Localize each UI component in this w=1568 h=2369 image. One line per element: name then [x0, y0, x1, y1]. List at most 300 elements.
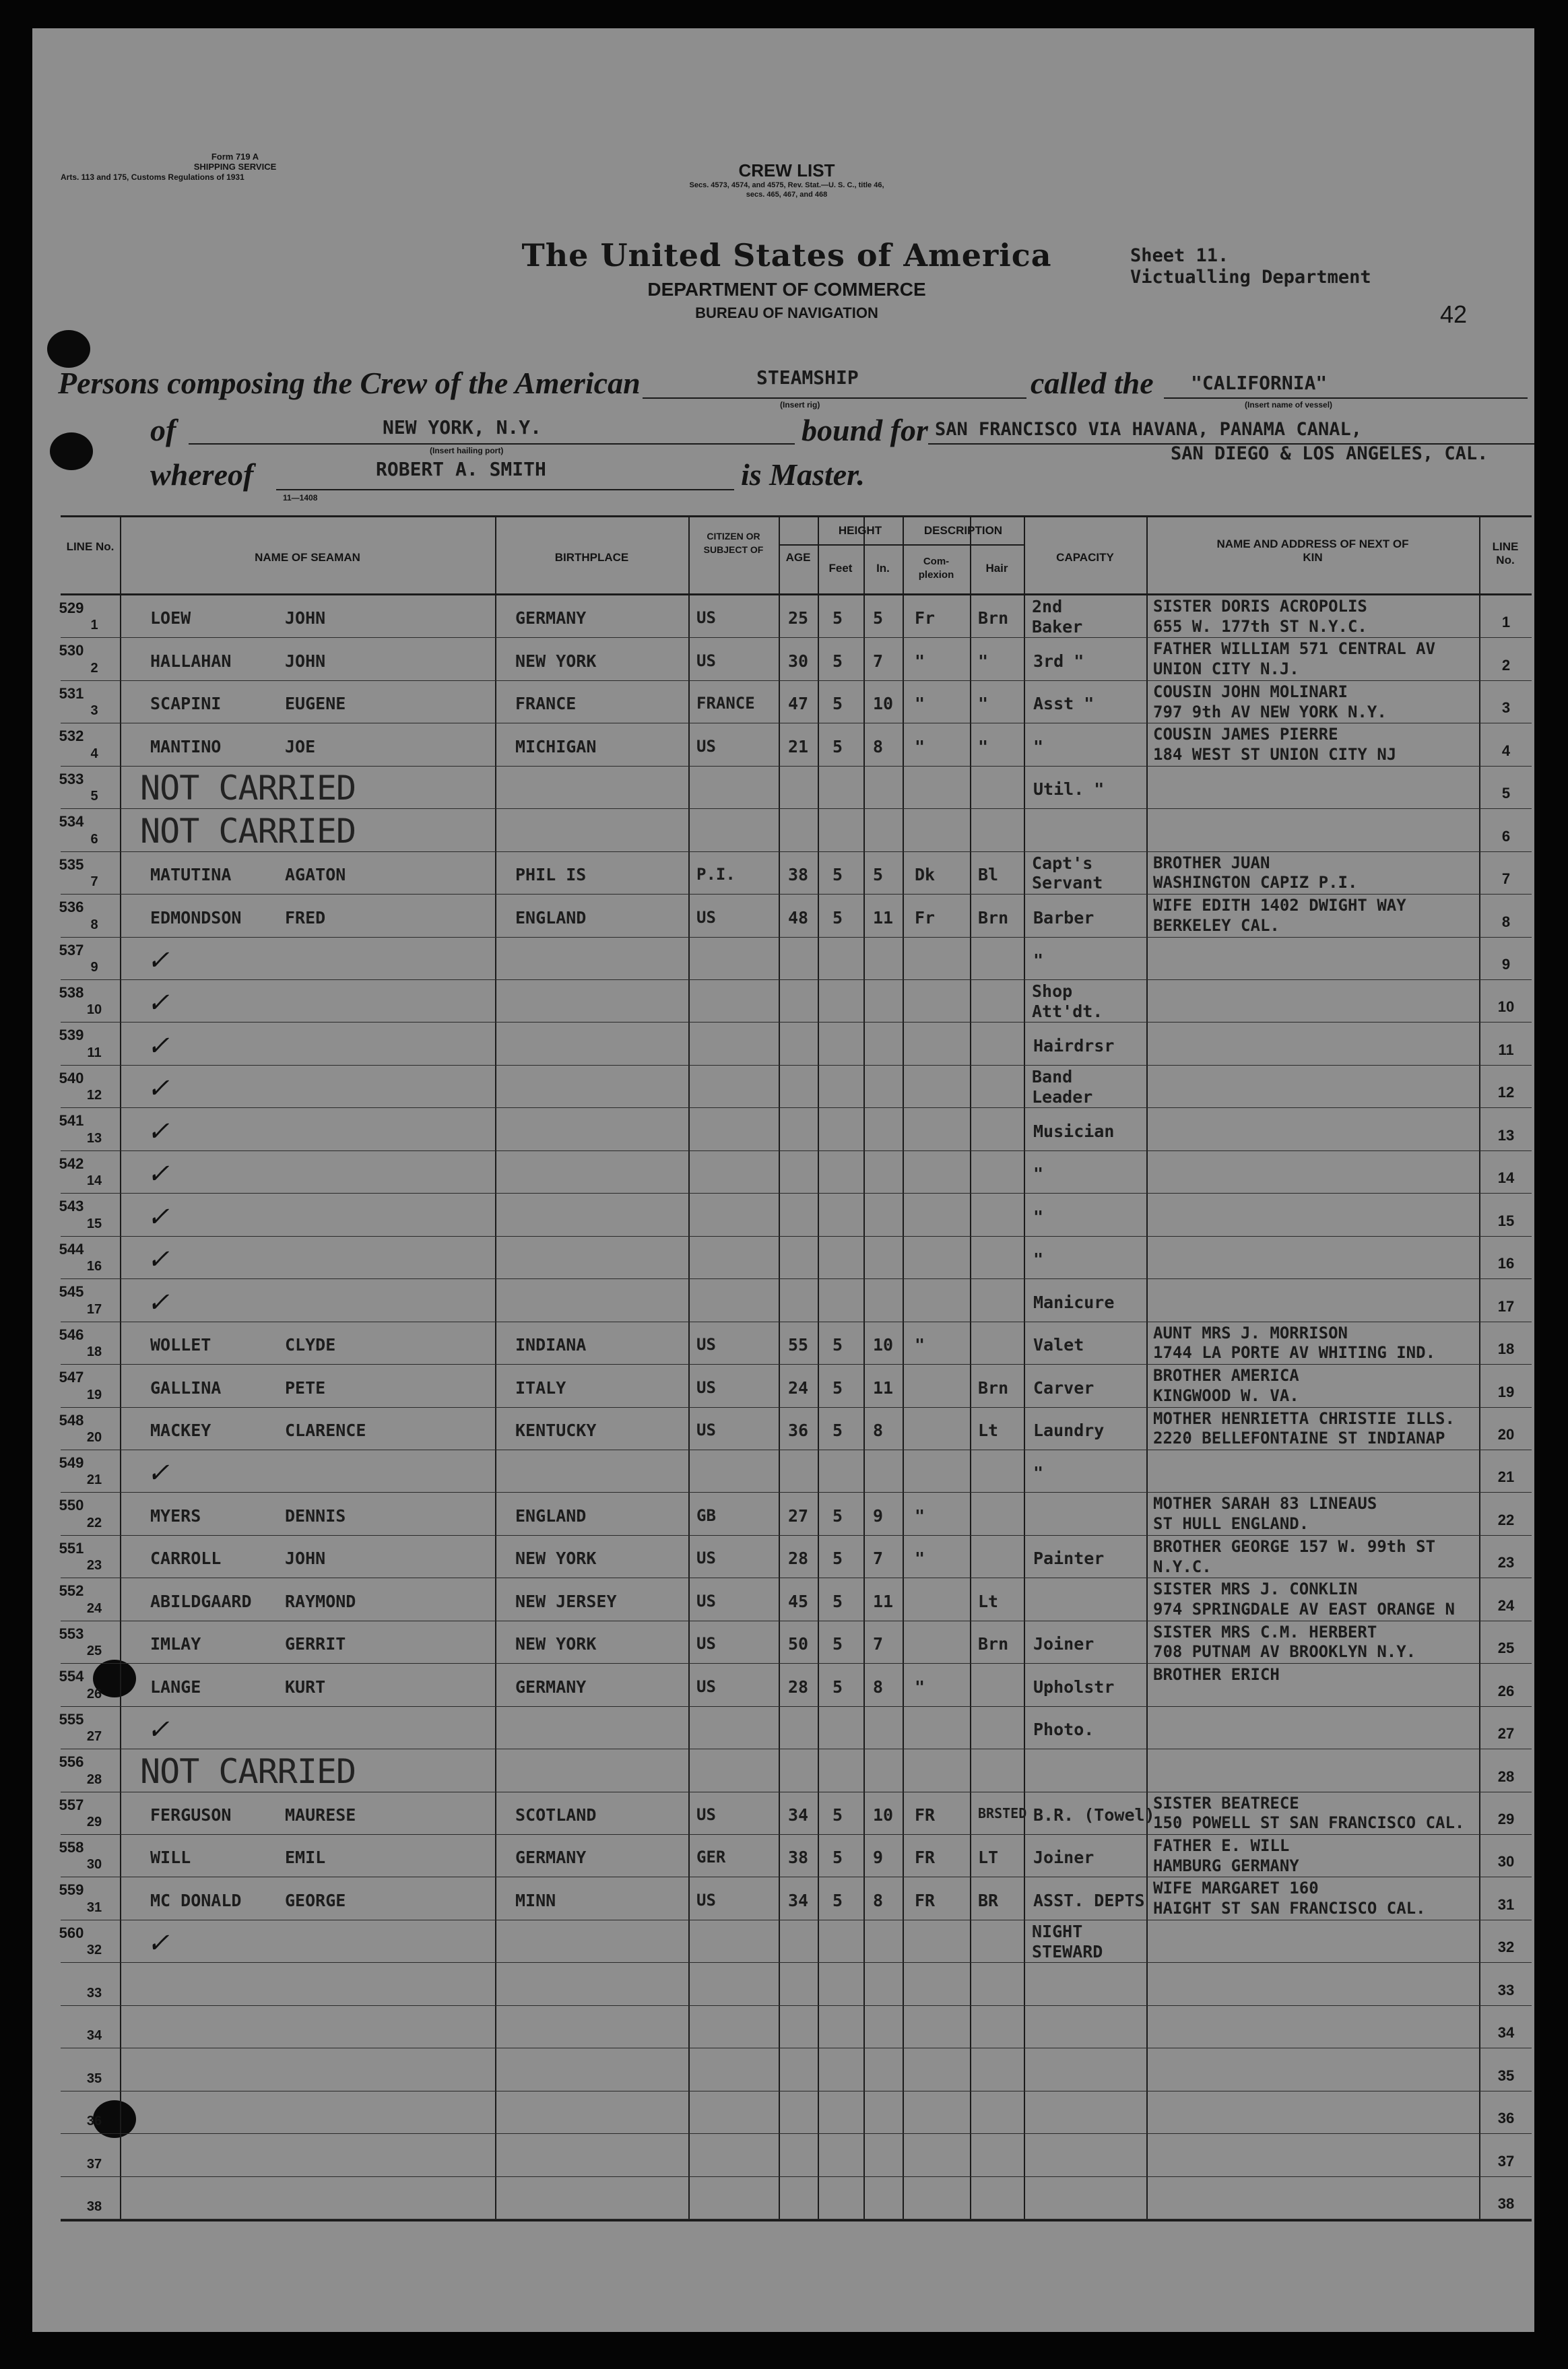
vessel-rig: STEAMSHIP [756, 366, 859, 389]
next-of-kin-address: HAIGHT ST SAN FRANCISCO CAL. [1153, 1899, 1426, 1918]
seaman-last-name: LOEW [150, 608, 191, 628]
port-caption: (Insert hailing port) [430, 446, 504, 455]
row-rule [61, 1492, 1532, 1493]
seaman-first-name: CLARENCE [285, 1420, 366, 1440]
birthplace: GERMANY [515, 1848, 587, 1868]
line-number-right: 16 [1497, 1255, 1515, 1272]
line-number: 8 [90, 917, 98, 932]
serial-number: 538 [59, 984, 84, 1002]
serial-number: 554 [59, 1668, 84, 1685]
column-divider [903, 517, 904, 2219]
citizenship: US [696, 1890, 716, 1910]
capacity: Photo. [1033, 1720, 1095, 1740]
line-number: 5 [90, 789, 98, 804]
line-number-right: 20 [1497, 1425, 1515, 1443]
height-inches: 7 [873, 1549, 884, 1569]
next-of-kin-address: WASHINGTON CAPIZ P.I. [1153, 873, 1358, 893]
header-feet: Feet [828, 562, 853, 575]
seaman-first-name: GERRIT [285, 1634, 346, 1654]
next-of-kin-address: 708 PUTNAM AV BROOKLYN N.Y. [1153, 1642, 1416, 1662]
line-number-right: 8 [1501, 913, 1511, 930]
check-mark: ✓ [147, 1030, 170, 1062]
complexion: " [915, 694, 925, 714]
line-number: 27 [86, 1729, 102, 1745]
line-number-right: 3 [1501, 699, 1511, 717]
capacity: " [1033, 1206, 1044, 1227]
height-inches: 11 [873, 907, 894, 928]
row-rule [61, 1962, 1532, 1963]
next-of-kin-name: COUSIN JOHN MOLINARI [1153, 682, 1348, 701]
line-number: 36 [86, 2114, 102, 2129]
height-feet: 5 [832, 694, 843, 714]
citizenship: US [696, 1591, 716, 1611]
line-number-right: 31 [1497, 1895, 1515, 1913]
birthplace: MINN [515, 1890, 556, 1910]
line-number-right: 14 [1497, 1169, 1515, 1187]
line-number-right: 22 [1497, 1511, 1515, 1528]
capacity: Joiner [1033, 1848, 1095, 1868]
row-rule [61, 808, 1532, 809]
age: 28 [788, 1677, 809, 1697]
capacity: Painter [1033, 1549, 1105, 1569]
serial-number: 545 [59, 1283, 84, 1301]
line-number: 9 [90, 960, 98, 975]
capacity-line-1: NIGHT [1032, 1921, 1083, 1941]
seaman-last-name: MATUTINA [150, 865, 232, 885]
age: 24 [788, 1377, 809, 1398]
next-of-kin-address: 150 POWELL ST SAN FRANCISCO CAL. [1153, 1813, 1465, 1833]
next-of-kin-name: FATHER WILLIAM 571 CENTRAL AV [1153, 639, 1436, 659]
seaman-first-name: JOE [285, 736, 316, 756]
capacity-line-2: Att'dt. [1032, 1001, 1103, 1021]
form-number: Form 719 A SHIPPING SERVICE [193, 152, 277, 172]
birthplace: NEW JERSEY [515, 1591, 617, 1611]
capacity-line-2: Leader [1032, 1086, 1093, 1107]
seaman-last-name: GALLINA [150, 1377, 222, 1398]
height-inches: 9 [873, 1848, 884, 1868]
line-number: 23 [86, 1558, 102, 1573]
height-inches: 8 [873, 1420, 884, 1440]
height-feet: 5 [832, 1848, 843, 1868]
citizenship: US [696, 608, 716, 628]
line-number: 22 [86, 1515, 102, 1530]
serial-number: 540 [59, 1069, 84, 1086]
line-number-right: 38 [1497, 2195, 1515, 2212]
next-of-kin-name: WIFE MARGARET 160 [1153, 1879, 1319, 1898]
line-number-right: 13 [1497, 1126, 1515, 1144]
complexion: " [915, 1505, 925, 1526]
line-number-right: 28 [1497, 1767, 1515, 1785]
line-number-right: 15 [1497, 1212, 1515, 1229]
header-description: DESCRIPTION [923, 524, 1003, 537]
line-number-right: 21 [1497, 1468, 1515, 1486]
header-line_no: LINE No. [66, 540, 115, 553]
seaman-first-name: KURT [285, 1677, 326, 1697]
next-of-kin-name: BROTHER GEORGE 157 W. 99th ST [1153, 1536, 1436, 1556]
age: 21 [788, 736, 809, 756]
serial-number: 534 [59, 813, 84, 831]
height-inches: 10 [873, 694, 894, 714]
row-rule [61, 1150, 1532, 1151]
capacity: " [1033, 950, 1044, 971]
capacity: B.R. (Towel) [1033, 1805, 1155, 1825]
capacity: Util. " [1033, 779, 1105, 800]
seaman-last-name: MYERS [150, 1505, 201, 1526]
complexion: Dk [915, 865, 936, 885]
serial-number: 547 [59, 1369, 84, 1386]
height-inches: 7 [873, 651, 884, 671]
row-rule [61, 937, 1532, 938]
statute-line-1: Secs. 4573, 4574, and 4575, Rev. Stat.—U. S. C., title 46, [689, 181, 884, 189]
check-mark: ✓ [147, 1714, 170, 1746]
line-number: 30 [86, 1857, 102, 1873]
line-number: 33 [86, 1985, 102, 2001]
age: 48 [788, 907, 809, 928]
citizenship: P.I. [696, 865, 736, 884]
capacity: Laundry [1033, 1420, 1105, 1440]
line-number: 7 [90, 874, 98, 890]
column-divider [1146, 517, 1148, 2219]
capacity-line-1: Capt's [1032, 853, 1093, 873]
serial-number: 557 [59, 1796, 84, 1813]
row-rule [61, 1193, 1532, 1194]
height-inches: 8 [873, 1890, 884, 1910]
line-number: 28 [86, 1772, 102, 1787]
capacity: Joiner [1033, 1634, 1095, 1654]
line-number-right: 33 [1497, 1981, 1515, 1999]
capacity: " [1033, 1463, 1044, 1483]
height-inches: 8 [873, 1677, 884, 1697]
seaman-last-name: CARROLL [150, 1549, 222, 1569]
line-number-right: 2 [1501, 656, 1511, 674]
seaman-last-name: IMLAY [150, 1634, 201, 1654]
hair: Lt [978, 1591, 999, 1611]
height-feet: 5 [832, 1549, 843, 1569]
age: 28 [788, 1549, 809, 1569]
line-number: 26 [86, 1686, 102, 1701]
bureau-name: BUREAU OF NAVIGATION [695, 304, 878, 321]
capacity-line-2: STEWARD [1032, 1941, 1103, 1961]
serial-number: 530 [59, 642, 84, 659]
row-rule [61, 2176, 1532, 2177]
serial-number: 551 [59, 1539, 84, 1557]
serial-number: 556 [59, 1753, 84, 1771]
header-rule [61, 593, 1532, 595]
citizenship: US [696, 1335, 716, 1355]
row-rule [61, 979, 1532, 980]
vessel-caption: (Insert name of vessel) [1245, 400, 1333, 410]
serial-number: 541 [59, 1112, 84, 1130]
row-rule [61, 1022, 1532, 1023]
height-feet: 5 [832, 907, 843, 928]
seaman-first-name: CLYDE [285, 1335, 336, 1355]
capacity-line-1: 2nd [1032, 597, 1063, 616]
column-divider [495, 517, 496, 2219]
check-mark: ✓ [147, 1287, 170, 1318]
next-of-kin-name: FATHER E. WILL [1153, 1836, 1290, 1855]
serial-number: 559 [59, 1881, 84, 1899]
age: 36 [788, 1420, 809, 1440]
line-number: 29 [86, 1814, 102, 1829]
header-complexion: Com-plexion [918, 556, 954, 581]
next-of-kin-address: UNION CITY N.J. [1153, 659, 1299, 679]
birthplace: ENGLAND [515, 1505, 587, 1526]
serial-number: 537 [59, 941, 84, 959]
age: 34 [788, 1805, 809, 1825]
row-rule [61, 2005, 1532, 2006]
line-number: 17 [86, 1301, 102, 1317]
line-number: 35 [86, 2071, 102, 2086]
line-number: 11 [87, 1045, 102, 1060]
serial-number: 558 [59, 1838, 84, 1856]
line-number: 21 [86, 1472, 102, 1488]
line-number-right: 27 [1497, 1725, 1515, 1743]
citizenship: FRANCE [696, 694, 755, 713]
line-number: 6 [90, 831, 98, 847]
citizenship: US [696, 736, 716, 756]
complexion: FR [915, 1805, 936, 1825]
serial-number: 555 [59, 1710, 84, 1728]
line-number: 32 [86, 1943, 102, 1958]
line-number-right: 34 [1497, 2024, 1515, 2042]
check-mark: ✓ [147, 1073, 170, 1105]
height-feet: 5 [832, 1505, 843, 1526]
destination-line-1: SAN FRANCISCO VIA HAVANA, PANAMA CANAL, [935, 419, 1362, 440]
line-number: 12 [86, 1088, 102, 1103]
next-of-kin-address: BERKELEY CAL. [1153, 915, 1280, 935]
serial-number: 544 [59, 1240, 84, 1258]
height-feet: 5 [832, 1591, 843, 1611]
row-rule [61, 1663, 1532, 1664]
serial-number: 535 [59, 855, 84, 873]
capacity: " [1033, 736, 1044, 756]
column-divider [1024, 517, 1025, 2219]
complexion: Fr [915, 907, 936, 928]
serial-number: 531 [59, 684, 84, 702]
seaman-first-name: RAYMOND [285, 1591, 356, 1611]
header-hair: Hair [985, 562, 1008, 575]
serial-number: 532 [59, 727, 84, 745]
capacity: " [1033, 1250, 1044, 1270]
master-label: is Master. [741, 457, 865, 492]
age: 55 [788, 1335, 809, 1355]
seaman-last-name: WILL [150, 1848, 191, 1868]
seaman-first-name: EUGENE [285, 694, 346, 714]
serial-number: 543 [59, 1198, 84, 1215]
destination-line-2: SAN DIEGO & LOS ANGELES, CAL. [1171, 443, 1489, 464]
birthplace: MICHIGAN [515, 736, 597, 756]
capacity: Hairdrsr [1033, 1035, 1115, 1056]
serial-number: 549 [59, 1454, 84, 1471]
line-number-right: 10 [1497, 998, 1515, 1016]
next-of-kin-address: ST HULL ENGLAND. [1153, 1514, 1309, 1534]
next-of-kin-name: SISTER MRS C.M. HERBERT [1153, 1622, 1377, 1642]
citizenship: US [696, 1805, 716, 1824]
height-feet: 5 [832, 608, 843, 628]
hair: BRSTED [978, 1805, 1027, 1821]
line-number-right: 24 [1497, 1596, 1515, 1614]
called-label: called the [1031, 366, 1154, 400]
check-mark: ✓ [147, 945, 170, 977]
persons-label: Persons composing the Crew of the American [58, 366, 641, 400]
birthplace: NEW YORK [515, 1634, 597, 1654]
line-number-right: 17 [1497, 1297, 1515, 1315]
seaman-last-name: FERGUSON [150, 1805, 232, 1825]
row-rule [61, 1236, 1532, 1237]
next-of-kin-address: 655 W. 177th ST N.Y.C. [1153, 616, 1367, 636]
citizenship: US [696, 907, 716, 927]
serial-number: 550 [59, 1497, 84, 1514]
line-number-right: 18 [1497, 1340, 1515, 1358]
document-title: The United States of America [521, 237, 1052, 273]
whereof-label: whereof [150, 457, 254, 492]
check-mark: ✓ [147, 1928, 170, 1959]
seaman-last-name: MANTINO [150, 736, 222, 756]
line-number-right: 11 [1498, 1041, 1514, 1058]
birthplace: PHIL IS [515, 865, 587, 885]
serial-number: 539 [59, 1027, 84, 1044]
birthplace: ITALY [515, 1377, 566, 1398]
line-number-right: 35 [1497, 2067, 1515, 2084]
line-number-right: 12 [1497, 1084, 1515, 1101]
capacity: Carver [1033, 1377, 1095, 1398]
check-mark: ✓ [147, 1458, 170, 1489]
page-number: 42 [1440, 300, 1468, 328]
next-of-kin-name: SISTER DORIS ACROPOLIS [1153, 597, 1367, 616]
master-name: ROBERT A. SMITH [376, 458, 546, 480]
height-feet: 5 [832, 1890, 843, 1910]
line-number: 24 [86, 1600, 102, 1616]
seaman-last-name: SCAPINI [150, 694, 222, 714]
not-carried-stamp: NOT CARRIED [140, 811, 356, 851]
line-number: 2 [90, 660, 98, 676]
age: 38 [788, 865, 809, 885]
next-of-kin-address: N.Y.C. [1153, 1557, 1212, 1576]
check-mark: ✓ [147, 1115, 170, 1147]
check-mark: ✓ [147, 1159, 170, 1190]
height-inches: 5 [873, 608, 884, 628]
crew-list-heading: CREW LIST [738, 160, 835, 181]
seaman-first-name: EMIL [285, 1848, 326, 1868]
next-of-kin-name: MOTHER SARAH 83 LINEAUS [1153, 1494, 1377, 1514]
birthplace: FRANCE [515, 694, 577, 714]
capacity: Manicure [1033, 1292, 1115, 1312]
print-code: 11—1408 [283, 493, 318, 502]
age: 45 [788, 1591, 809, 1611]
line-number-right: 25 [1497, 1640, 1515, 1657]
line-number: 16 [86, 1259, 102, 1274]
next-of-kin-name: SISTER MRS J. CONKLIN [1153, 1580, 1358, 1599]
capacity: Upholstr [1033, 1677, 1115, 1697]
row-rule [61, 1065, 1532, 1066]
row-rule [61, 1107, 1532, 1108]
line-number: 25 [86, 1644, 102, 1659]
line-number: 15 [86, 1216, 102, 1231]
header-height: HEIGHT [838, 524, 882, 537]
serial-number: 560 [59, 1924, 84, 1941]
next-of-kin-address: KINGWOOD W. VA. [1153, 1386, 1299, 1405]
not-carried-stamp: NOT CARRIED [140, 1751, 356, 1791]
line-number: 4 [90, 746, 98, 761]
citizenship: US [696, 1420, 716, 1439]
statute-line-2: secs. 465, 467, and 468 [746, 191, 828, 199]
column-divider [688, 517, 690, 2219]
serial-number: 533 [59, 770, 84, 787]
next-of-kin-name: MOTHER HENRIETTA CHRISTIE ILLS. [1153, 1408, 1455, 1428]
complexion: FR [915, 1890, 936, 1910]
seaman-last-name: HALLAHAN [150, 651, 232, 671]
height-inches: 7 [873, 1634, 884, 1654]
line-number: 19 [86, 1387, 102, 1402]
row-rule [61, 1834, 1532, 1835]
hair: Bl [978, 865, 999, 885]
punch-hole [47, 330, 90, 368]
hair: Brn [978, 608, 1009, 628]
capacity-line-2: Baker [1032, 616, 1083, 637]
birthplace: NEW YORK [515, 651, 597, 671]
citizenship: US [696, 1549, 716, 1568]
age: 47 [788, 694, 809, 714]
capacity: Asst " [1033, 694, 1095, 714]
complexion: FR [915, 1848, 936, 1868]
next-of-kin-name: COUSIN JAMES PIERRE [1153, 725, 1338, 744]
row-rule [61, 1706, 1532, 1707]
complexion: " [915, 1677, 925, 1697]
seaman-first-name: JOHN [285, 1549, 326, 1569]
height-feet: 5 [832, 1377, 843, 1398]
height-inches: 9 [873, 1505, 884, 1526]
line-number-right: 29 [1497, 1810, 1515, 1827]
citizenship: US [696, 1677, 716, 1696]
header-kin: NAME AND ADDRESS OF NEXT OF KIN [1216, 538, 1409, 564]
height-inches: 10 [873, 1805, 894, 1825]
check-mark: ✓ [147, 1244, 170, 1276]
line-number: 38 [86, 2199, 102, 2214]
next-of-kin-address: 1744 LA PORTE AV WHITING IND. [1153, 1343, 1436, 1363]
hailing-port: NEW YORK, N.Y. [383, 416, 542, 439]
line-number-right: 1 [1501, 614, 1511, 631]
height-inches: 11 [873, 1591, 894, 1611]
hair: Brn [978, 1377, 1009, 1398]
line-number-right: 32 [1497, 1939, 1515, 1956]
row-rule [61, 1364, 1532, 1365]
row-rule [61, 1535, 1532, 1536]
header-citizen: CITIZEN OR SUBJECT OF [703, 531, 764, 555]
birthplace: GERMANY [515, 1677, 587, 1697]
citizenship: US [696, 651, 716, 670]
complexion: " [915, 1335, 925, 1355]
bound-label: bound for [802, 413, 928, 447]
birthplace: GERMANY [515, 608, 587, 628]
row-rule [61, 851, 1532, 852]
line-number: 31 [86, 1900, 102, 1915]
column-divider [818, 517, 819, 2219]
header-birthplace: BIRTHPLACE [554, 551, 629, 564]
next-of-kin-name: AUNT MRS J. MORRISON [1153, 1323, 1348, 1342]
seaman-first-name: JOHN [285, 608, 326, 628]
seaman-last-name: EDMONDSON [150, 907, 242, 928]
row-rule [61, 2133, 1532, 2134]
serial-number: 553 [59, 1625, 84, 1642]
hair: " [978, 651, 989, 671]
serial-number: 542 [59, 1155, 84, 1172]
age: 38 [788, 1848, 809, 1868]
next-of-kin-name: BROTHER AMERICA [1153, 1366, 1299, 1386]
line-number: 13 [86, 1130, 102, 1146]
line-number-right: 23 [1497, 1554, 1515, 1571]
row-rule [61, 1278, 1532, 1279]
age: 25 [788, 608, 809, 628]
